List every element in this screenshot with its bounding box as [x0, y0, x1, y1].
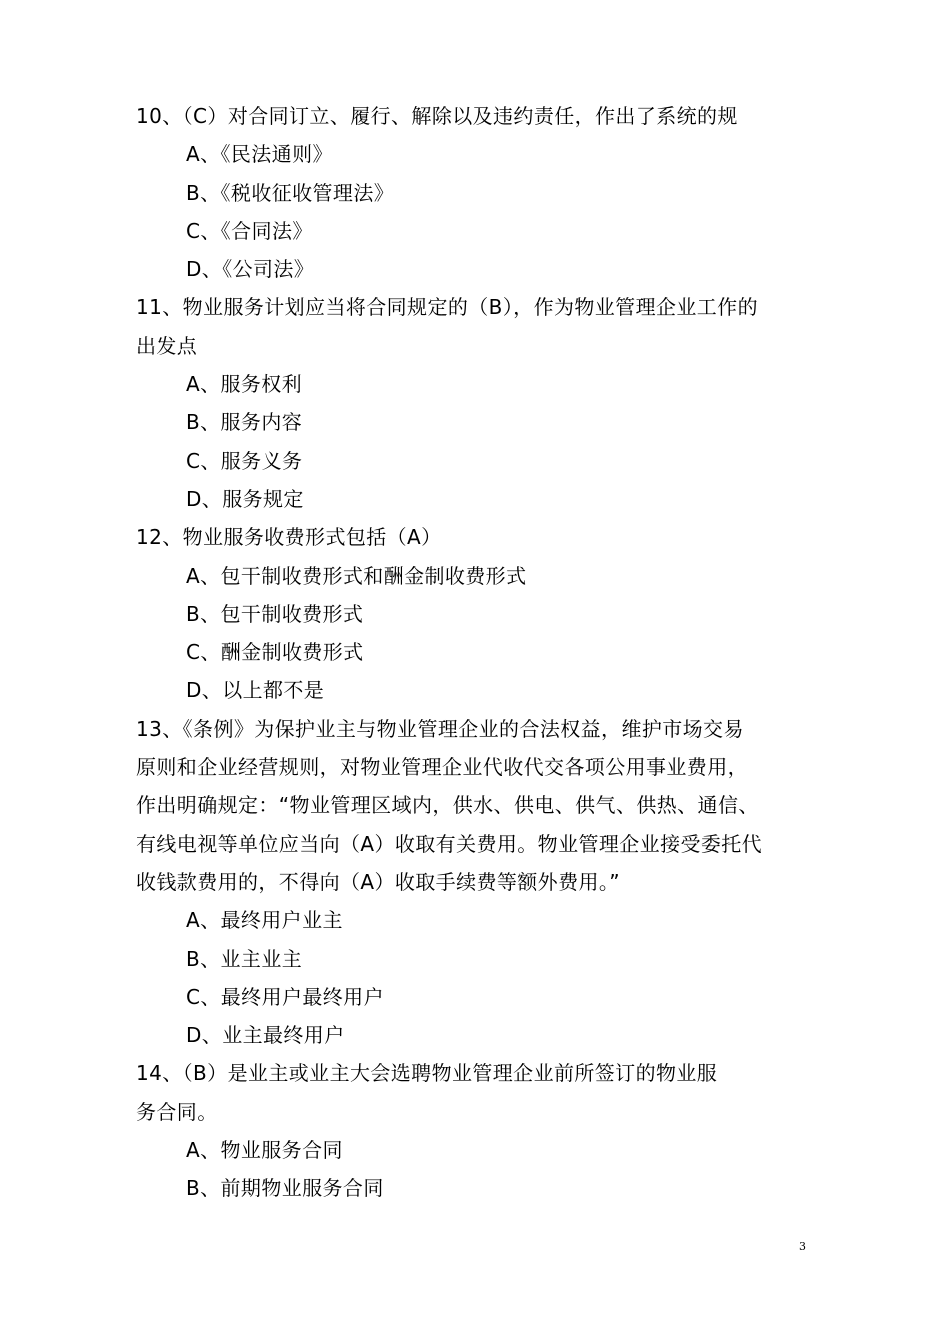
option-a: A、服务权利	[186, 372, 303, 397]
question-14	[136, 1054, 826, 1207]
question-text: 13、《条例》为保护业主与物业管理企业的合法权益，维护市场交易	[136, 716, 744, 741]
question-text: 14、（B）是业主或业主大会选聘物业管理企业前所签订的物业服	[136, 1061, 718, 1086]
option-d: D、服务规定	[186, 486, 304, 511]
question-11	[136, 288, 826, 518]
question-text-continued: 原则和企业经营规则，对物业管理企业代收代交各项公用事业费用，	[136, 755, 748, 780]
option-c: C、《合同法》	[186, 218, 313, 243]
question-13	[136, 710, 826, 1055]
option-b: B、业主业主	[186, 946, 303, 971]
question-text: 12、物业服务收费形式包括（A）	[136, 525, 442, 550]
option-c: C、最终用户最终用户	[186, 984, 384, 1009]
option-c: C、酬金制收费形式	[186, 640, 364, 665]
question-10	[136, 97, 826, 288]
question-list	[136, 97, 826, 1208]
question-text-continued: 出发点	[136, 333, 198, 358]
option-a: A、最终用户业主	[186, 908, 343, 933]
option-d: D、《公司法》	[186, 257, 315, 282]
option-a: A、《民法通则》	[186, 142, 333, 167]
question-text: 10、（C）对合同订立、履行、解除以及违约责任，作出了系统的规	[136, 104, 738, 128]
page-number: 3	[799, 1240, 806, 1253]
option-a: A、物业服务合同	[186, 1138, 343, 1163]
option-c: C、服务义务	[186, 448, 303, 473]
option-b: B、包干制收费形式	[186, 601, 364, 626]
question-text-continued: 有线电视等单位应当向（A）收取有关费用。物业管理企业接受委托代	[136, 831, 763, 856]
question-text-continued: 作出明确规定：“物业管理区域内，供水、供电、供气、供热、通信、	[136, 793, 759, 818]
option-b: B、前期物业服务合同	[186, 1176, 384, 1201]
option-d: D、以上都不是	[186, 678, 325, 703]
question-text-continued: 收钱款费用的，不得向（A）收取手续费等额外费用。”	[136, 869, 621, 894]
option-b: B、服务内容	[186, 410, 303, 435]
question-text: 11、物业服务计划应当将合同规定的（B），作为物业管理企业工作的	[136, 295, 758, 320]
option-a: A、包干制收费形式和酬金制收费形式	[186, 563, 527, 588]
question-text-continued: 务合同。	[136, 1099, 218, 1124]
option-d: D、业主最终用户	[186, 1023, 345, 1048]
option-b: B、《税收征收管理法》	[186, 180, 395, 205]
question-12	[136, 518, 826, 709]
